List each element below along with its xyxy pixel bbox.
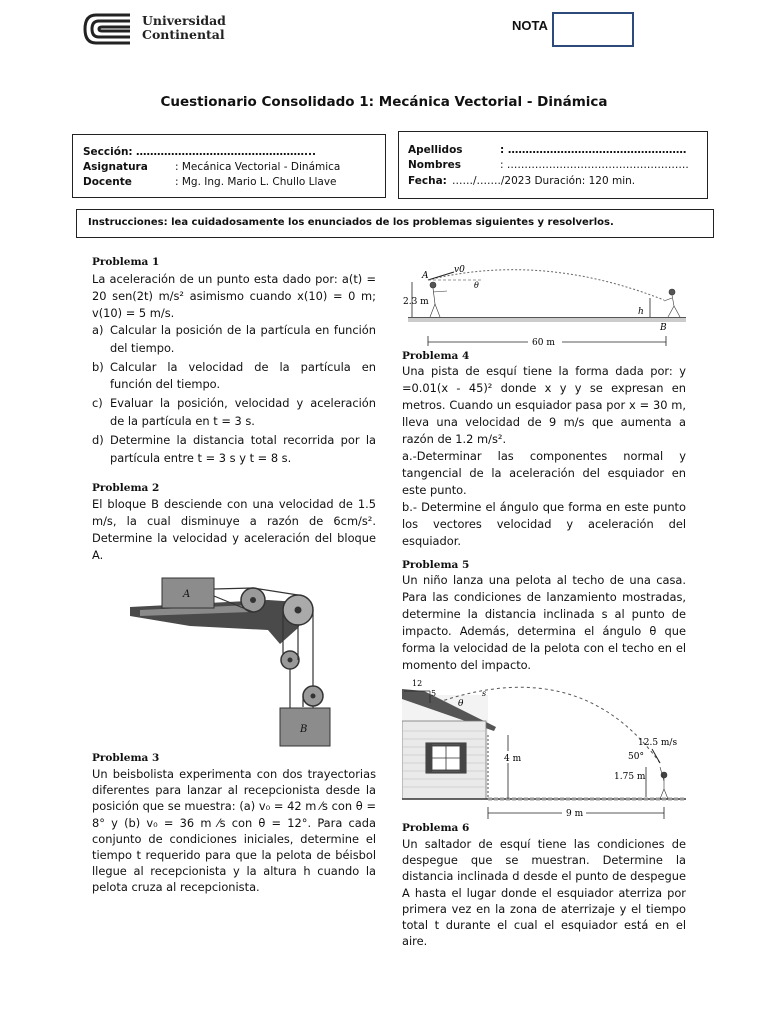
theta-label: θ (458, 699, 464, 709)
height-label: 4 m (504, 754, 522, 764)
slope-rise-label: 12 (412, 679, 423, 688)
problem-6-heading: Problema 6 (402, 822, 470, 834)
grade-label: NOTA (512, 18, 548, 33)
name-row[interactable]: Nombres : ……………………………………………. (408, 159, 689, 171)
block-a-label: A (183, 589, 191, 600)
university-name: Universidad Continental (142, 13, 226, 42)
problem-1-heading: Problema 1 (92, 256, 160, 268)
problem-4-item-a: a.-Determinar las componentes normal y tangencial de la aceleración del esquiador en este punto. (402, 449, 686, 497)
problem-2-text: El bloque B desciende con una velocidad de 1.5 m/s, la cual disminuye a razón de 6cm/s². Determine la velocidad y aceleración del bloque A. (92, 497, 376, 562)
problem-2-heading: Problema 2 (92, 482, 160, 494)
problem-1-item-d: d) Determine la distancia total recorrida por la partícula entre t = 3 s y t = 8 s. (92, 432, 376, 465)
page-title: Cuestionario Consolidado 1: Mecánica Vectorial - Dinámica (160, 94, 608, 110)
problem-5-text: Un niño lanza una pelota al techo de una casa. Para las condiciones de lanzamiento mostradas, determine la distancia inclinada s al punto de impacto. Además, determina el ángulo θ que forma la velocidad de la pelota con el techo en el momento del impacto. (402, 573, 686, 672)
height-label: 2.3 m (403, 297, 429, 307)
problem-5-heading: Problema 5 (402, 559, 470, 571)
problem-4-item-b: b.- Determine el ángulo que forma en este punto los vectores velocidad y aceleración del esquiador. (402, 500, 686, 548)
problem-4-text: Una pista de esquí tiene la forma dada por: y =0.01(x - 45)² donde x y y se expresan en metros. Cuando un esquiador pasa por x = 30 m, lleva una velocidad de 9 m/s que aumenta a razón de 1.2 m/s². a.-Determinar las componentes normal y tangencial de la aceleración del esquiador en este punto. b.- Determine el ángulo que forma en este punto los vectores velocidad y aceleración del esquiador. (402, 364, 686, 548)
theta-label: θ (474, 281, 479, 290)
point-b-label: B (660, 323, 667, 333)
distance-label: 60 m (532, 338, 555, 348)
point-a-label: A (422, 271, 429, 281)
date-row[interactable]: Fecha: ……/……./2023 Duración: 120 min. (408, 175, 636, 187)
surname-row[interactable]: Apellidos : …………………………………………… (408, 144, 687, 156)
block-b-label: B (300, 724, 308, 735)
child-height-label: 1.75 m (614, 772, 646, 782)
slope-run-label: 5 (431, 689, 437, 698)
teacher-row: Docente : Mg. Ing. Mario L. Chullo Llave (83, 176, 337, 188)
problem-6-text: Un saltador de esquí tiene las condiciones de despegue que se muestran. Determine la distancia inclinada d desde el punto de despegue A hasta el lugar donde el esquiador aterriza por primera vez en la zona de aterrizaje y el tiempo total t durante el cual el esquiador está en el aire. (402, 837, 686, 949)
house-throw-figure (402, 675, 686, 821)
problem-1-item-b: b) Calcular la velocidad de la partícula en función del tiempo. (92, 359, 376, 392)
v0-label: v0 (454, 265, 465, 275)
section-row: Sección: …………………………………………... (83, 146, 316, 158)
baseball-figure (402, 260, 688, 350)
grade-box[interactable] (552, 12, 634, 47)
h-label: h (638, 307, 644, 317)
subject-row: Asignatura : Mecánica Vectorial - Dinámica (83, 161, 341, 173)
problem-1-item-a: a) Calcular la posición de la partícula en función del tiempo. (92, 323, 376, 355)
pulley-system-figure (130, 572, 340, 750)
speed-label: 12.5 m/s (638, 738, 678, 748)
instructions-text: Instrucciones: lea cuidadosamente los enunciados de los problemas siguientes y resolverlos. (88, 217, 614, 228)
distance-label: 9 m (566, 809, 584, 819)
problem-1-item-c: c) Evaluar la posición, velocidad y aceleración de la partícula en t = 3 s. (92, 396, 376, 428)
s-label: s (482, 689, 487, 698)
problem-4-heading: Problema 4 (402, 350, 470, 362)
problem-3-text: Un beisbolista experimenta con dos trayectorias diferentes para lanzar al recepcionista desde la posición que se muestra: (a) v₀ = 42 m ⁄s con θ = 8° y (b) v₀ = 36 m ⁄s con θ = 12°. Para cada conjunto de condiciones iniciales, determine el tiempo t requerido para que la pelota de béisbol llegue al recepcionista y la altura h cuando la pelota cruza al recepcionista. (92, 767, 376, 895)
problem-1-text: La aceleración de un punto esta dado por: a(t) = 20 sen(2t) m/s² asimismo cuando x(10) = 0 m; v(10) = 5 m/s. a) Calcular la posición de la partícula en función del tiempo. b) Calcular la velocidad de la partícula en función del tiempo. c) Evaluar la posición, velocidad y aceleración de la partícula en t = 3 s. d) Determine la distancia total recorrida por la partícula entre t = 3 s y t = 8 s. (92, 271, 376, 468)
angle-label: 50° (628, 752, 644, 762)
problem-3-heading: Problema 3 (92, 752, 160, 764)
